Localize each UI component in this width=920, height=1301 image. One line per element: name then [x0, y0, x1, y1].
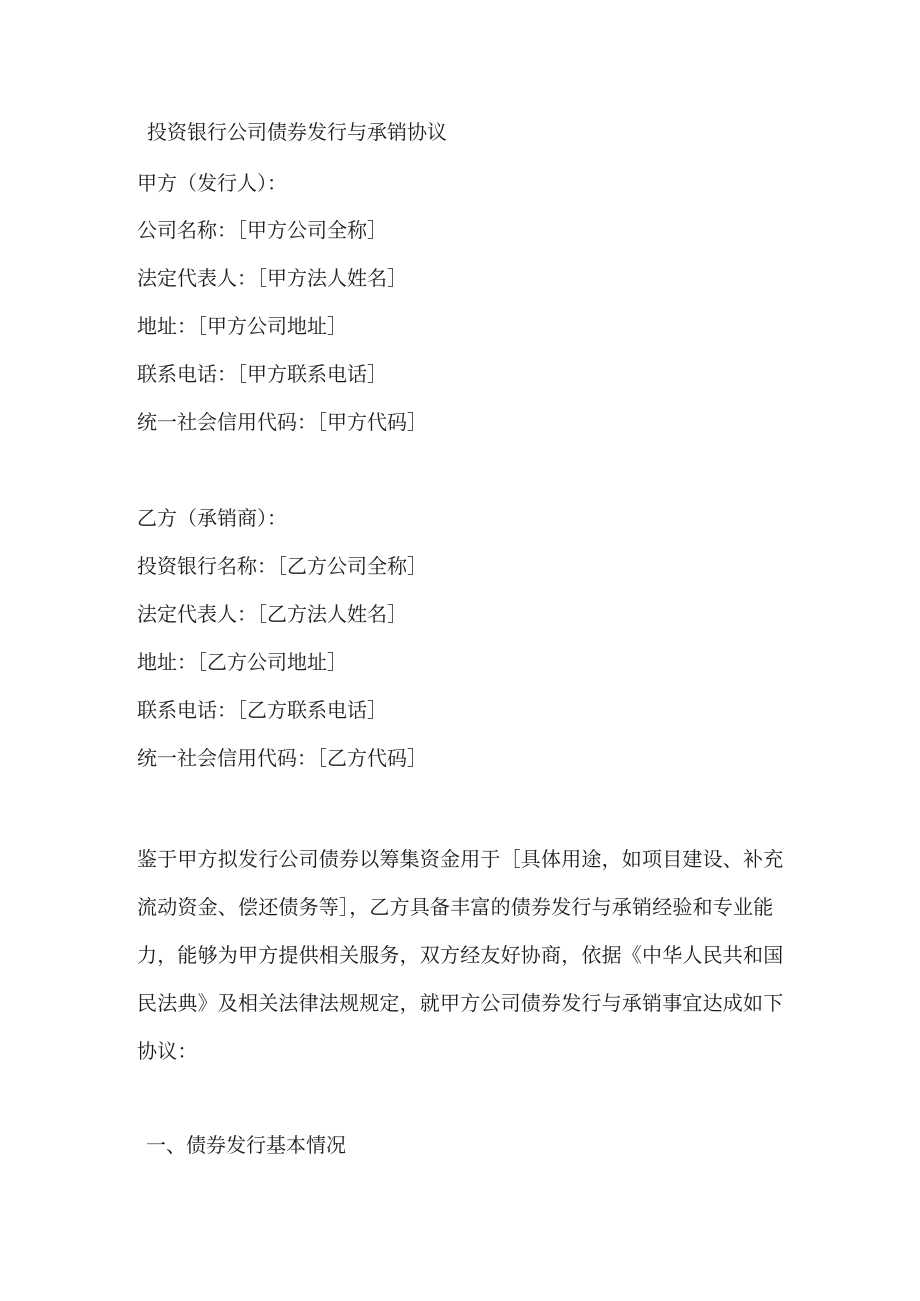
party-a-credit-code: 统一社会信用代码：［甲方代码］: [137, 410, 427, 434]
party-b-credit-code: 统一社会信用代码：［乙方代码］: [137, 746, 427, 770]
section-1-heading: 一、债券发行基本情况: [146, 1133, 346, 1157]
party-a-heading: 甲方（发行人）：: [137, 171, 287, 195]
party-a-company-name: 公司名称：［甲方公司全称］: [137, 218, 387, 242]
preamble-paragraph: 鉴于甲方拟发行公司债券以筹集资金用于［具体用途，如项目建设、补充流动资金、偿还债务等］，乙方具备丰富的债券发行与承销经验和专业能力，能够为甲方提供相关服务，双方经友好协商，依据《中华人民共和国民法典》及相关法律法规规定，就甲方公司债券发行与承销事宜达成如下协议：: [137, 847, 784, 1063]
document-title: 投资银行公司债券发行与承销协议: [147, 120, 447, 144]
party-b-phone: 联系电话：［乙方联系电话］: [137, 698, 387, 722]
party-b-bank-name: 投资银行名称：［乙方公司全称］: [137, 554, 427, 578]
party-a-address: 地址：［甲方公司地址］: [137, 314, 347, 338]
party-a-legal-rep: 法定代表人：［甲方法人姓名］: [137, 266, 407, 290]
party-a-phone: 联系电话：［甲方联系电话］: [137, 362, 387, 386]
party-b-legal-rep: 法定代表人：［乙方法人姓名］: [137, 602, 407, 626]
party-b-address: 地址：［乙方公司地址］: [137, 650, 347, 674]
party-b-heading: 乙方（承销商）：: [137, 506, 287, 530]
